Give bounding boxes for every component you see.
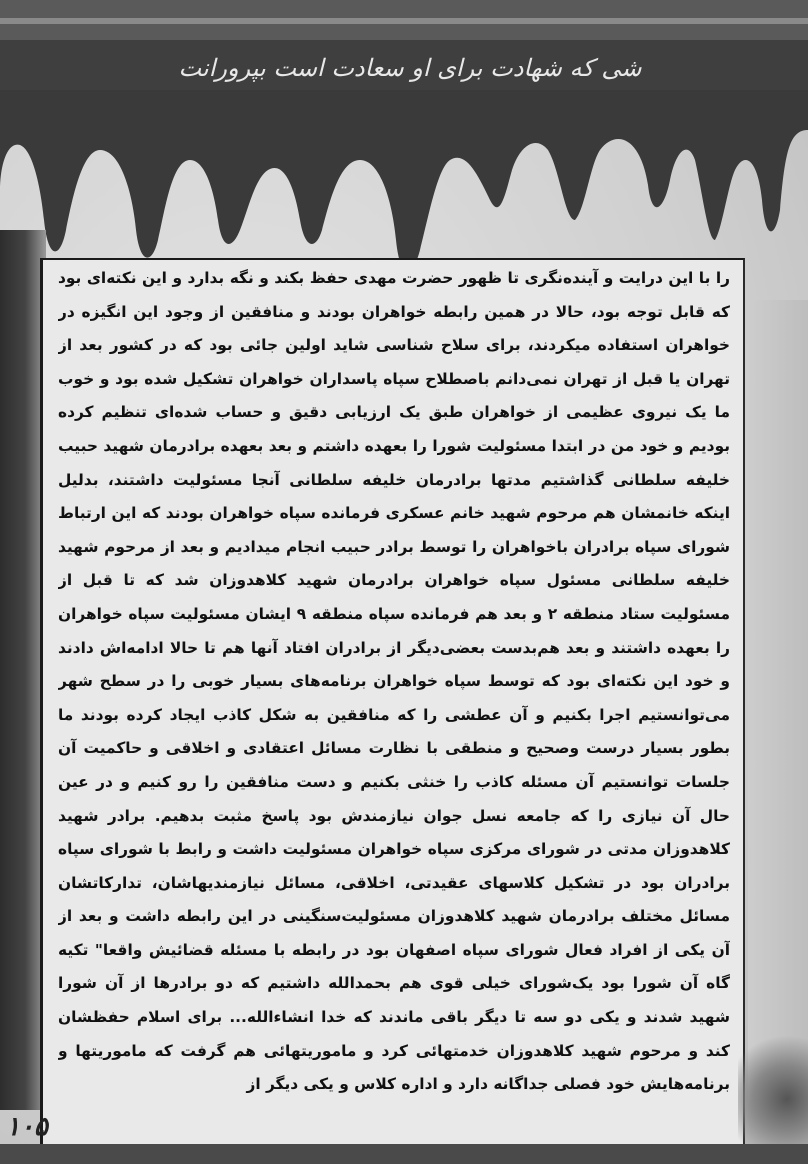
- article-paragraph: را با این درایت و آینده‌نگری تا ظهور حضرت مهدی حفظ بکند و نگه بدارد و این نکته‌ای بود که قابل توجه بود، حالا در همین رابطه خواهران بودند و منافقین از وجود این انگیزه در خواهران استفاده میکردند، برای سلاح شناسی شاید اولین جائی بود که در کشور بعد از تهران یا قبل از تهران نمی‌دانم باصطلاح سپاه پاسداران خواهران تشکیل شده بود و خوب ما یک نیروی عظیمی از خواهران طبق یک ارزیابی دقیق و حساب شده‌ای تنظیم کرده بودیم و خود من در ابتدا مسئولیت شورا را بعهده داشتم و بعد بعهده برادرمان شهید حبیب خلیفه سلطانی گذاشتیم مدتها برادرمان خلیفه سلطانی آنجا مسئولیت داشتند، بدلیل اینکه خانمشان هم مرحوم شهید خانم عسکری فرمانده سپاه خواهران بودند که این ارتباط شورای سپاه برادران باخواهران را توسط برادر حبیب انجام میدادیم و بعد از مرحوم شهید خلیفه سلطانی مسئول سپاه خواهران برادرمان شهید کلاهدوزان شد که تا قبل از مسئولیت ستاد منطقه ۲ و بعد هم فرمانده سپاه منطقه ۹ ایشان مسئولیت سپاه خواهران را بعهده داشتند و بعد هم‌بدست بعضی‌دیگر از برادران افتاد آنها هم تا حالا ادامه‌اش دادند و خود این نکته‌ای بود که توسط سپاه خواهران برنامه‌های بسیار خوبی را در سطح شهر می‌توانستیم اجرا بکنیم و آن عطشی را که منافقین به شکل کاذب ایجاد کرده بودند ما بطور بسیار درست وصحیح و منطقی با نظارت مسائل اعتقادی و اخلاقی و حاکمیت آن جلسات توانستیم آن مسئله کاذب را خنثی بکنیم و دست منافقین را رو کنیم و در عین حال آن نیازی را که جامعه نسل جوان نیازمندش بود پاسخ مثبت بدهیم. برادر شهید کلاهدوزان مدتی در شورای مرکزی سپاه خواهران مسئولیت داشت و رابط با شورای سپاه برادران بود در تشکیل کلاسهای عقیدتی، اخلاقی، مسائل نیازمندیهاشان، تدارکاتشان مسائل مختلف برادرمان شهید کلاهدوزان مسئولیت‌سنگینی در این رابطه داشت و بعد از آن یکی از افراد فعال شورای سپاه اصفهان بود در رابطه با مسئله قضائیش واقعا" تکیه گاه آن شورا بود یک‌شورای خیلی قوی هم بحمدالله داشتیم که دو برادرها از آن شورا شهید شدند و یکی دو سه تا دیگر باقی ماندند که خدا انشاءالله... برای اسلام حفظشان کند و مرحوم شهید کلاهدوزان خدمتهائی کرد و ماموریتهائی هم گرفت که ماموریتها و برنامه‌هایش خود فصلی جداگانه دارد و اداره کلاس و یکی دیگر از: [58, 269, 730, 1094]
- page-number: ۱۰۵: [6, 1112, 48, 1142]
- corner-ornament: [738, 1030, 808, 1145]
- top-border-line: [0, 18, 808, 24]
- article-body: [58, 262, 730, 1142]
- headline: شی که شهادت برای او سعادت است بپرورانت: [178, 54, 642, 82]
- top-border-band: [0, 0, 808, 40]
- right-margin: [748, 300, 808, 1100]
- bottom-border-band: [0, 1144, 808, 1164]
